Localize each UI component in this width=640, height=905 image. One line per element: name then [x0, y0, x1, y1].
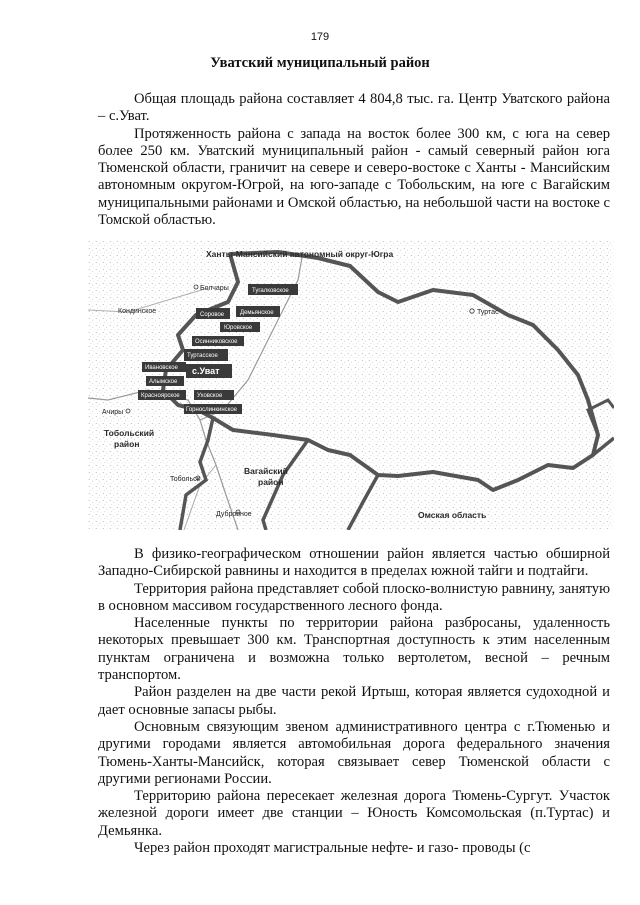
- settlement-krasnoyarskoe: [138, 390, 186, 400]
- svg-text:Алымское: Алымское: [149, 379, 178, 385]
- settlement-tugalkovskoe: [248, 284, 298, 295]
- svg-text:Уховское: Уховское: [197, 393, 223, 399]
- tobolsk-district-label: район: [114, 439, 140, 449]
- paragraph: Общая площадь района составляет 4 804,8 тыс. га. Центр Уватского района – с.Уват.: [98, 91, 610, 125]
- page-title: Уватский муниципальный район: [210, 55, 430, 71]
- district-map-svg: [88, 240, 614, 530]
- paragraph: В физико-географическом отношении район является частью обширной Западно-Сибирской равнины и находится в пределах южной тайги и подтайги.: [98, 546, 610, 580]
- svg-text:Ивановское: Ивановское: [145, 365, 178, 371]
- settlement-demyanskoe: [236, 306, 280, 317]
- settlement-yurovskoe: [220, 322, 260, 332]
- settlement-osinnikovskoe: [192, 336, 244, 346]
- dubrovnoe-label: Дубровное: [216, 511, 252, 518]
- svg-text:Юровское: Юровское: [224, 325, 253, 331]
- svg-text:Осинниковское: Осинниковское: [195, 339, 238, 345]
- svg-text:Туртасское: Туртасское: [187, 353, 218, 359]
- vagai-district-label: район: [258, 477, 284, 487]
- paragraph: Территорию района пересекает железная дорога Тюмень-Сургут. Участок железной дороги имеет две станции – Юность Комсомольская (п.Туртас) и Демьянка.: [98, 788, 610, 839]
- settlement-ivanovskoe: [142, 362, 186, 372]
- svg-text:Горнослинкинское: Горнослинкинское: [186, 407, 237, 413]
- intro-text: [98, 91, 610, 229]
- district-map: [88, 240, 614, 530]
- paragraph: Через район проходят магистральные нефте- и газо- проводы (с: [134, 840, 531, 857]
- kondinskoe-label: Кондинское: [118, 308, 157, 315]
- omsk-label: Омская область: [418, 510, 487, 520]
- tobolsk-district-label: Тобольский: [104, 428, 155, 438]
- page-number: 179: [310, 31, 330, 43]
- tobolsk-label: Тобольск: [170, 476, 200, 483]
- settlement-ukhovskoe: [194, 390, 234, 400]
- svg-text:Красноярское: Красноярское: [141, 393, 180, 399]
- svg-text:Демьянское: Демьянское: [240, 310, 274, 316]
- bolchary-label: Болчары: [200, 285, 229, 292]
- paragraph: Территория района представляет собой плоско-волнистую равнину, занятую в основном массивом государственного лесного фонда.: [98, 580, 610, 614]
- paragraph: Основным связующим звеном административного центра с г.Тюменью и другими городами является автомобильная дорога федерального значения Тюмень-Ханты-Мансийск, которая связывает север Тюменской области с другими регионами России.: [98, 718, 610, 787]
- settlement-turtasskoe: [184, 349, 228, 361]
- body-text: [98, 546, 610, 857]
- svg-text:Тугалковское: Тугалковское: [252, 288, 289, 294]
- settlement-gornoslinkinskoe: [184, 404, 242, 414]
- svg-text:с.Уват: с.Уват: [192, 366, 220, 376]
- khmao-label: Ханты-Мансийский автономный округ-Югра: [206, 249, 394, 259]
- paragraph: Населенные пункты по территории района разбросаны, удаленность некоторых превышает 300 км. Транспортная доступность к этим населенным пунктам ограничена и возможна только вертолетом, весной – речным транспортом.: [98, 615, 610, 684]
- paragraph: Район разделен на две части рекой Иртыш, которая является судоходной и дает основные запасы рыбы.: [98, 684, 610, 718]
- paragraph: Протяженность района с запада на восток более 300 км, с юга на север более 250 км. Уватский муниципальный район - самый северный район юга Тюменской области, граничит на севере и северо-востоке с Ханты - Мансийским автономным округом-Югрой, на юго-западе с Тобольским, на юге с Вагайским муниципальными районами и Омской областью, на небольшой части на востоке с Томской областью.: [98, 125, 610, 229]
- svg-text:Соровое: Соровое: [200, 312, 225, 318]
- achiry-label: Ачиры: [102, 409, 124, 416]
- settlement-uvat: [186, 364, 232, 378]
- settlement-sorovoe: [196, 308, 230, 319]
- turtas-label: Туртас: [477, 309, 499, 316]
- vagai-district-label: Вагайский: [244, 466, 288, 476]
- settlement-alymskoe: [146, 376, 184, 386]
